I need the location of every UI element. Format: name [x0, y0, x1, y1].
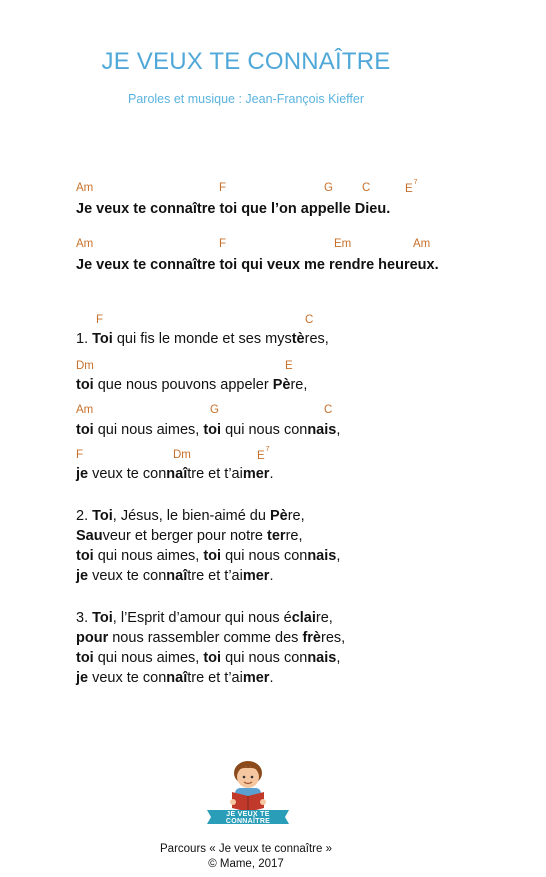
lyric-bold: mer	[242, 670, 270, 686]
verse2-line-1	[76, 507, 305, 525]
chord: G	[324, 182, 333, 194]
chord: C	[324, 404, 333, 416]
chord: C	[362, 182, 371, 194]
lyric-text: ,	[336, 548, 341, 564]
chord-superscript: 7	[265, 446, 270, 453]
lyric-bold: naî	[166, 466, 188, 482]
verse-number: 3.	[76, 610, 93, 626]
lyric-bold: je	[76, 466, 89, 482]
lyric-text: .	[269, 568, 274, 584]
chord: E	[405, 182, 413, 195]
chord: G	[210, 404, 219, 416]
lyric-text: res,	[320, 630, 346, 646]
lyric-text: veur et berger pour notre	[102, 528, 268, 544]
lyric-text: .	[269, 670, 274, 686]
chord: Am	[76, 238, 94, 250]
parcours-logo	[205, 758, 291, 828]
verse1-line-3	[76, 421, 340, 439]
lyric-text: qui nous con	[221, 650, 308, 666]
lyric-bold: mer	[242, 568, 270, 584]
footer-line-2: © Mame, 2017	[208, 858, 284, 870]
verse1-line-1	[76, 330, 329, 348]
lyric-bold: toi	[203, 650, 222, 666]
page-subtitle: Paroles et musique : Jean-François Kieffer	[128, 92, 364, 106]
lyric-text: tre et t’ai	[187, 568, 243, 584]
lyric-text: veux te con	[88, 466, 167, 482]
verse2-line-4	[76, 567, 273, 585]
lyric-text: qui fis le monde et ses mys	[112, 331, 292, 347]
page-title: JE VEUX TE CONNAÎTRE	[101, 48, 391, 75]
lyric-bold: Toi	[92, 508, 113, 524]
chord: Am	[76, 404, 94, 416]
refrain-line-1: Je veux te connaître toi que l’on appelle Dieu.	[76, 201, 391, 217]
chord-e7	[405, 179, 418, 195]
lyric-text: re,	[285, 528, 303, 544]
lyric-text: re,	[315, 610, 333, 626]
lyric-bold: toi	[76, 650, 94, 666]
lyric-bold: ter	[267, 528, 286, 544]
chord: F	[76, 449, 84, 461]
verse1-chords-4	[76, 446, 496, 463]
chord-e7	[257, 446, 270, 462]
chord: E	[257, 449, 265, 462]
lyric-bold: nais	[307, 650, 337, 666]
lyric-bold: tè	[291, 331, 305, 347]
lyric-bold: je	[76, 568, 89, 584]
chord: Am	[413, 238, 431, 250]
lyric-bold: Pè	[272, 377, 291, 393]
lyric-text: qui nous con	[221, 422, 308, 438]
chord: Am	[76, 182, 94, 194]
lyric-bold: toi	[203, 548, 222, 564]
verse-number: 1.	[76, 331, 93, 347]
refrain-chords-1	[76, 179, 496, 196]
lyric-text: .	[269, 466, 274, 482]
chord: F	[96, 314, 104, 326]
lyric-text: tre et t’ai	[187, 670, 243, 686]
lyric-bold: Pè	[269, 508, 288, 524]
chord-superscript: 7	[413, 179, 418, 186]
logo-banner-text: JE VEUX TE CONNAÎTRE	[225, 811, 271, 825]
lyric-bold: Toi	[92, 331, 113, 347]
lyric-bold: naî	[166, 670, 188, 686]
lyric-text: res,	[304, 331, 329, 347]
lyric-bold: frè	[302, 630, 321, 646]
verse2-line-3	[76, 547, 340, 565]
lyric-text: qui nous aimes,	[93, 650, 204, 666]
lyric-text: ,	[336, 650, 341, 666]
footer-line-1: Parcours « Je veux te connaître »	[160, 843, 332, 855]
chord: C	[305, 314, 314, 326]
lyric-bold: naî	[166, 568, 188, 584]
lyric-bold: Toi	[92, 610, 113, 626]
verse1-chords-1	[76, 314, 496, 328]
verse2-line-2	[76, 527, 303, 545]
verse1-chords-2	[76, 360, 496, 374]
lyric-text: re,	[287, 508, 305, 524]
verse3-line-2	[76, 629, 345, 647]
chord: F	[219, 182, 227, 194]
verse3-line-4	[76, 669, 273, 687]
chord: Dm	[173, 449, 191, 461]
lyric-text: nous rassembler comme des	[108, 630, 303, 646]
lyric-text: veux te con	[88, 568, 167, 584]
refrain-chords-2	[76, 238, 496, 252]
lyric-bold: pour	[76, 630, 109, 646]
verse1-line-2	[76, 376, 307, 394]
lyric-text: qui nous aimes,	[93, 422, 204, 438]
chord: Em	[334, 238, 352, 250]
lyric-text: re,	[290, 377, 308, 393]
lyric-bold: Sau	[76, 528, 103, 544]
verse3-line-1	[76, 609, 333, 627]
lyric-bold: nais	[307, 422, 337, 438]
lyric-text: veux te con	[88, 670, 167, 686]
lyric-bold: je	[76, 670, 89, 686]
lyric-bold: toi	[76, 422, 94, 438]
chord: Dm	[76, 360, 94, 372]
lyric-text: ,	[336, 422, 341, 438]
lyric-bold: toi	[203, 422, 222, 438]
lyric-text: qui nous aimes,	[93, 548, 204, 564]
lyric-bold: toi	[76, 377, 94, 393]
lyric-text: , Jésus, le bien-aimé du	[112, 508, 270, 524]
lyric-bold: clai	[291, 610, 316, 626]
lyric-text: tre et t’ai	[187, 466, 243, 482]
chord: F	[219, 238, 227, 250]
lyric-bold: mer	[242, 466, 270, 482]
lyric-bold: nais	[307, 548, 337, 564]
chord: E	[285, 360, 293, 372]
verse-number: 2.	[76, 508, 93, 524]
lyric-bold: toi	[76, 548, 94, 564]
verse3-line-3	[76, 649, 340, 667]
lyric-text: , l’Esprit d’amour qui nous é	[112, 610, 292, 626]
lyric-text: qui nous con	[221, 548, 308, 564]
lyric-text: que nous pouvons appeler	[93, 377, 273, 393]
refrain-line-2: Je veux te connaître toi qui veux me rendre heureux.	[76, 257, 439, 273]
verse1-chords-3	[76, 404, 496, 418]
verse1-line-4	[76, 465, 273, 483]
